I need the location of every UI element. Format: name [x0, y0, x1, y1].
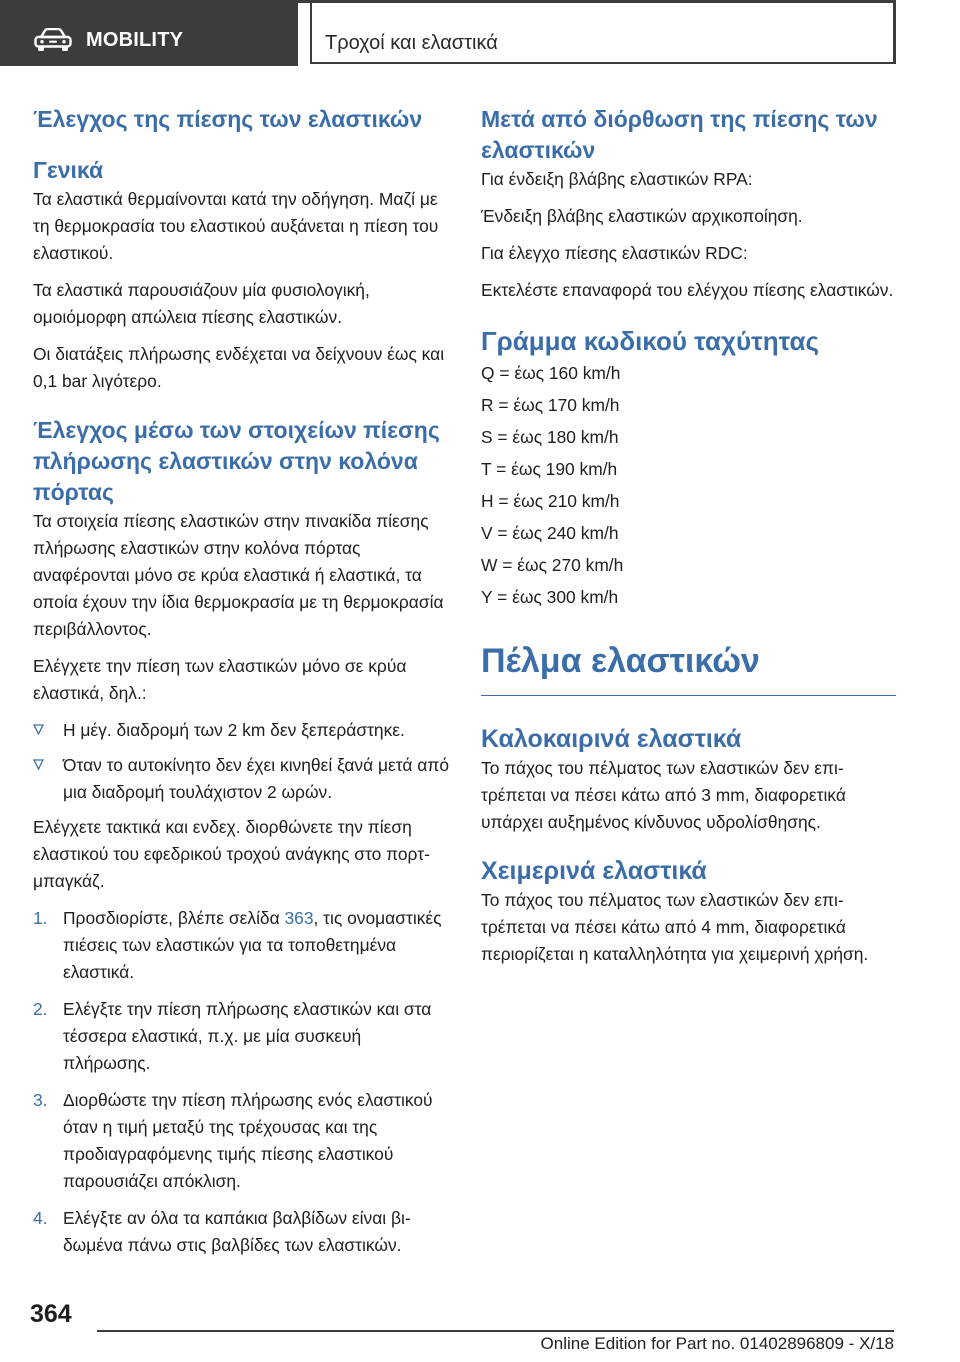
heading-tread: Πέλμα ελαστικών [481, 639, 896, 696]
step-text: Προσδιορίστε, βλέπε σελίδα [63, 908, 285, 928]
right-column [481, 104, 896, 968]
paragraph-after-3: Για έλεγχο πίεσης ελαστικών RDC: [481, 243, 748, 263]
cold-tire-conditions [33, 717, 453, 806]
step-text: Ελέγξτε αν όλα τα καπάκια βαλβίδων είναι βιδωμένα πάνω στις βαλβίδες των ελαστικών. [63, 1208, 411, 1255]
paragraph-door-3: Ελέγχετε τακτικά και ενδεχ. διορθώνετε την πίεση ελαστικού του εφεδρικού τροχού ανάγκης στο πορτ-μπαγκάζ. [33, 817, 430, 891]
step-number: 4. [33, 1208, 48, 1228]
page-header [0, 0, 960, 66]
heading-speed-code: Γράμμα κωδικού ταχύτητας [481, 326, 820, 356]
paragraph-after-2: Ένδειξη βλάβης ελαστικών αρχικοποίηση. [481, 206, 803, 226]
header-tab-label: MOBILITY [86, 29, 184, 51]
paragraph-door-2: Ελέγχετε την πίεση των ελαστικών μόνο σε κρύα ελαστικά, δηλ.: [33, 656, 407, 703]
header-tab [0, 0, 298, 66]
car-icon [34, 28, 72, 52]
list-item [33, 996, 453, 1077]
edition-note: Online Edition for Part no. 01402896809 - X/18 [540, 1334, 894, 1353]
header-frame-top [298, 0, 896, 3]
paragraph-after-4: Εκτελέστε επαναφορά του ελέγχου πίεσης ελαστικών. [481, 280, 894, 300]
paragraph-general-3: Οι διατάξεις πλήρωσης ενδέχεται να δείχνουν έως και 0,1 bar λιγότερο. [33, 344, 445, 391]
list-item [33, 752, 453, 806]
header-frame-bottom [310, 62, 896, 64]
bullet-text: Όταν το αυτοκίνητο δεν έχει κινηθεί ξανά μετά από μια διαδρομή τουλάχιστον 2 ωρών. [63, 755, 450, 802]
paragraph-door-1: Τα στοιχεία πίεσης ελαστικών στην πινακίδα πίεσης πλήρωσης ελαστικών στην κολόνα πόρτας αναφέρονται μόνο σε κρύα ελαστικά ή ελαστικά, τα οποία έχουν την ίδια θερμοκρασία με τη θερμοκρασία περιβάλλοντος. [33, 511, 444, 639]
pressure-steps [33, 905, 453, 1259]
heading-summer-tires: Καλοκαιρινά ελαστικά [481, 725, 742, 753]
paragraph-summer: Το πάχος του πέλματος των ελαστικών δεν επιτρέπεται να πέσει κάτω από 3 mm, διαφορετικά υπάρχει αυξημένος κίνδυνος υδρολίσθησης. [481, 758, 846, 832]
speed-code-line: H = έως 210 km/h [481, 491, 620, 511]
step-number: 3. [33, 1090, 48, 1110]
paragraph-after-1: Για ένδειξη βλάβης ελαστικών RPA: [481, 169, 753, 189]
heading-winter-tires: Χειμερινά ελαστικά [481, 857, 707, 885]
page-number: 364 [30, 1300, 72, 1328]
left-column [33, 104, 453, 1269]
heading-pressure-check: Έλεγχος της πίεσης των ελαστικών [33, 106, 423, 132]
heading-door-pillar: Έλεγχος μέσω των στοιχείων πίεσης πλήρωσης ελαστικών στην κολόνα πόρτας [33, 417, 440, 505]
step-number: 1. [33, 908, 48, 928]
speed-code-line: V = έως 240 km/h [481, 523, 619, 543]
page-reference-link[interactable]: 363 [284, 908, 314, 928]
header-frame-right [893, 3, 896, 64]
paragraph-general-2: Τα ελαστικά παρουσιάζουν μία φυσιολογική, ομοιόμορφη απώλεια πίεσης ελαστικών. [33, 280, 370, 327]
speed-code-line: S = έως 180 km/h [481, 427, 619, 447]
speed-code-line: W = έως 270 km/h [481, 555, 624, 575]
step-text: Διορθώστε την πίεση πλήρωσης ενός ελαστικού όταν η τιμή μεταξύ της τρέχουσας και της προδιαγραφόμενης τιμής πίεσης ελαστικού παρουσιάζει απόκλιση. [63, 1090, 433, 1191]
list-item [33, 1205, 453, 1259]
speed-code-line: R = έως 170 km/h [481, 395, 620, 415]
speed-code-line: Y = έως 300 km/h [481, 587, 619, 607]
step-text: Ελέγξτε την πίεση πλήρωσης ελαστικών και στα τέσσερα ελαστικά, π.χ. με μία συσκευή πλήρωσης. [63, 999, 432, 1073]
chapter-title: Τροχοί και ελαστικά [325, 32, 498, 54]
list-item [33, 717, 453, 744]
footer-rule [97, 1330, 894, 1332]
step-number: 2. [33, 999, 48, 1019]
heading-after-correction: Μετά από διόρθωση της πίεσης των ελαστικών [481, 106, 878, 163]
triangle-bullet-icon [33, 759, 44, 770]
speed-code-line: Q = έως 160 km/h [481, 363, 621, 383]
list-item [33, 1087, 453, 1195]
step-text: , τις ονομαστικές πιέσεις των ελαστικών για τα τοποθετημένα ελαστικά. [63, 908, 442, 982]
bullet-text: Η μέγ. διαδρομή των 2 km δεν ξεπεράστηκε. [63, 720, 405, 740]
paragraph-general-1: Τα ελαστικά θερμαίνονται κατά την οδήγηση. Μαζί με τη θερμοκρασία του ελαστικού αυξάνεται η πίεση του ελαστικού. [33, 189, 439, 263]
list-item [33, 905, 453, 986]
speed-code-line: T = έως 190 km/h [481, 459, 618, 479]
triangle-bullet-icon [33, 724, 44, 735]
header-frame-left [310, 3, 312, 63]
heading-general: Γενικά [33, 157, 104, 183]
paragraph-winter: Το πάχος του πέλματος των ελαστικών δεν επιτρέπεται να πέσει κάτω από 4 mm, διαφορετικά περιορίζεται η καταλληλότητα για χειμερινή χρήση. [481, 890, 869, 964]
